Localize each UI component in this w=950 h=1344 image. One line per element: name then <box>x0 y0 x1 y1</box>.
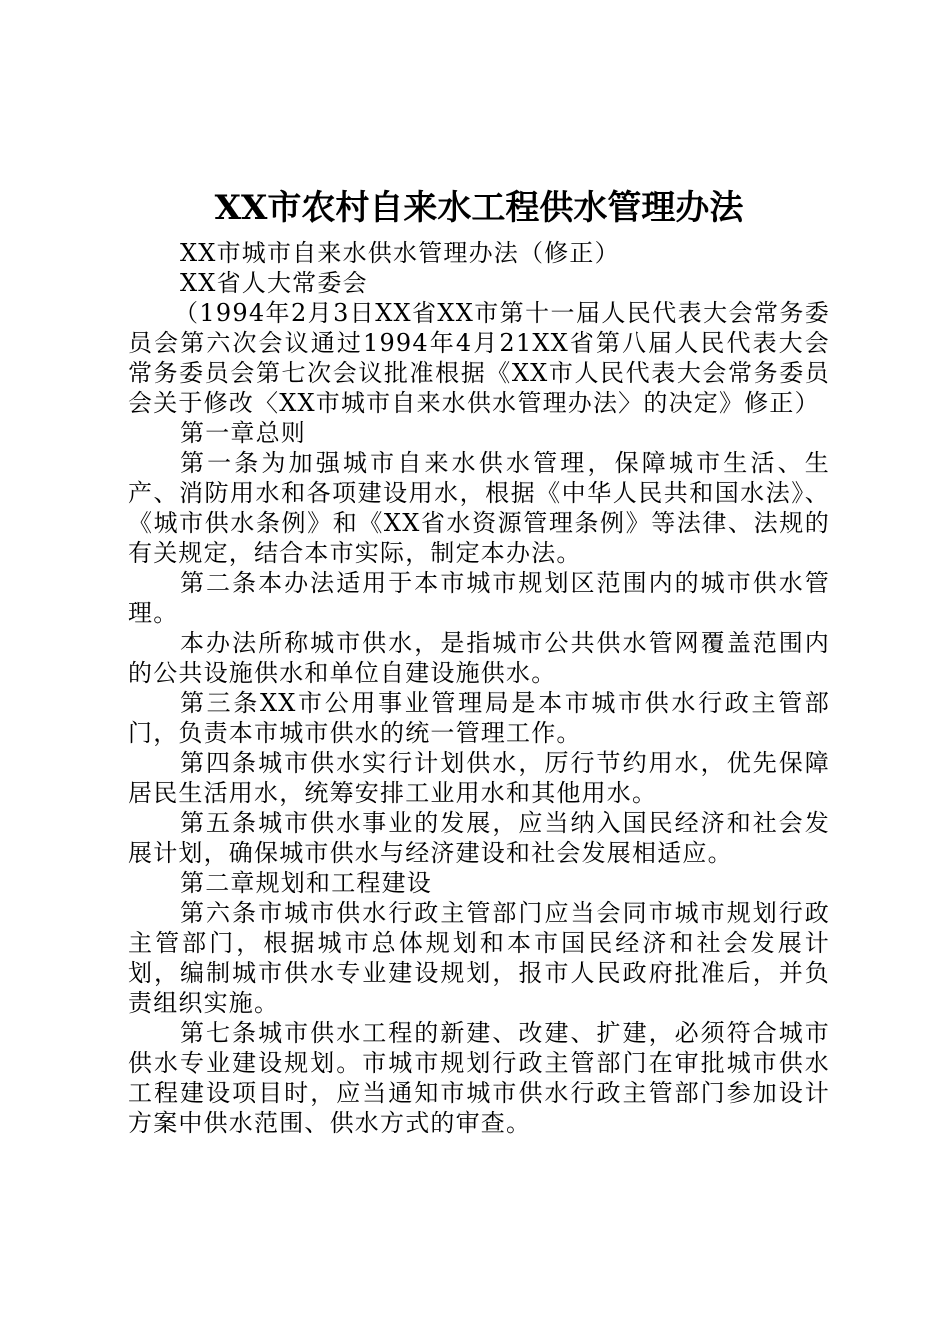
document-title: XX市农村自来水工程供水管理办法 <box>214 188 744 228</box>
article-2: 第二条本办法适用于本市城市规划区范围内的城市供水管理。 <box>128 569 830 627</box>
paragraph-issuer: XX省人大常委会 <box>180 269 368 297</box>
article-1: 第一条为加强城市自来水供水管理，保障城市生活、生产、消防用水和各项建设用水，根据《中华人民共和国水法》、《城市供水条例》和《XX省水资源管理条例》等法律、法规的有关规定，结合本市实际，制定本办法。 <box>128 449 830 567</box>
article-7: 第七条城市供水工程的新建、改建、扩建，必须符合城市供水专业建设规划。市城市规划行政主管部门在审批城市供水工程建设项目时，应当通知市城市供水行政主管部门参加设计方案中供水范围、供水方式的审查。 <box>128 1019 830 1137</box>
article-2-definition: 本办法所称城市供水，是指城市公共供水管网覆盖范围内的公共设施供水和单位自建设施供水。 <box>128 629 830 687</box>
article-4: 第四条城市供水实行计划供水，厉行节约用水，优先保障居民生活用水，统筹安排工业用水和其他用水。 <box>128 749 830 807</box>
paragraph-law-name: XX市城市自来水供水管理办法（修正） <box>180 239 620 267</box>
document-page <box>128 184 830 1138</box>
chapter-heading-1: 第一章总则 <box>180 419 306 447</box>
article-6: 第六条市城市供水行政主管部门应当会同市城市规划行政主管部门，根据城市总体规划和本市国民经济和社会发展计划，编制城市供水专业建设规划，报市人民政府批准后，并负责组织实施。 <box>128 899 830 1017</box>
article-5: 第五条城市供水事业的发展，应当纳入国民经济和社会发展计划，确保城市供水与经济建设和社会发展相适应。 <box>128 809 830 867</box>
chapter-heading-2: 第二章规划和工程建设 <box>180 869 432 897</box>
article-3: 第三条XX市公用事业管理局是本市城市供水行政主管部门，负责本市城市供水的统一管理工作。 <box>128 689 830 747</box>
paragraph-adoption-note: （1994年2月3日XX省XX市第十一届人民代表大会常务委员会第六次会议通过1994年4月21XX省第八届人民代表大会常务委员会第七次会议批准根据《XX市人民代表大会常务委员会关于修改〈XX市城市自来水供水管理办法〉的决定》修正） <box>128 299 830 417</box>
